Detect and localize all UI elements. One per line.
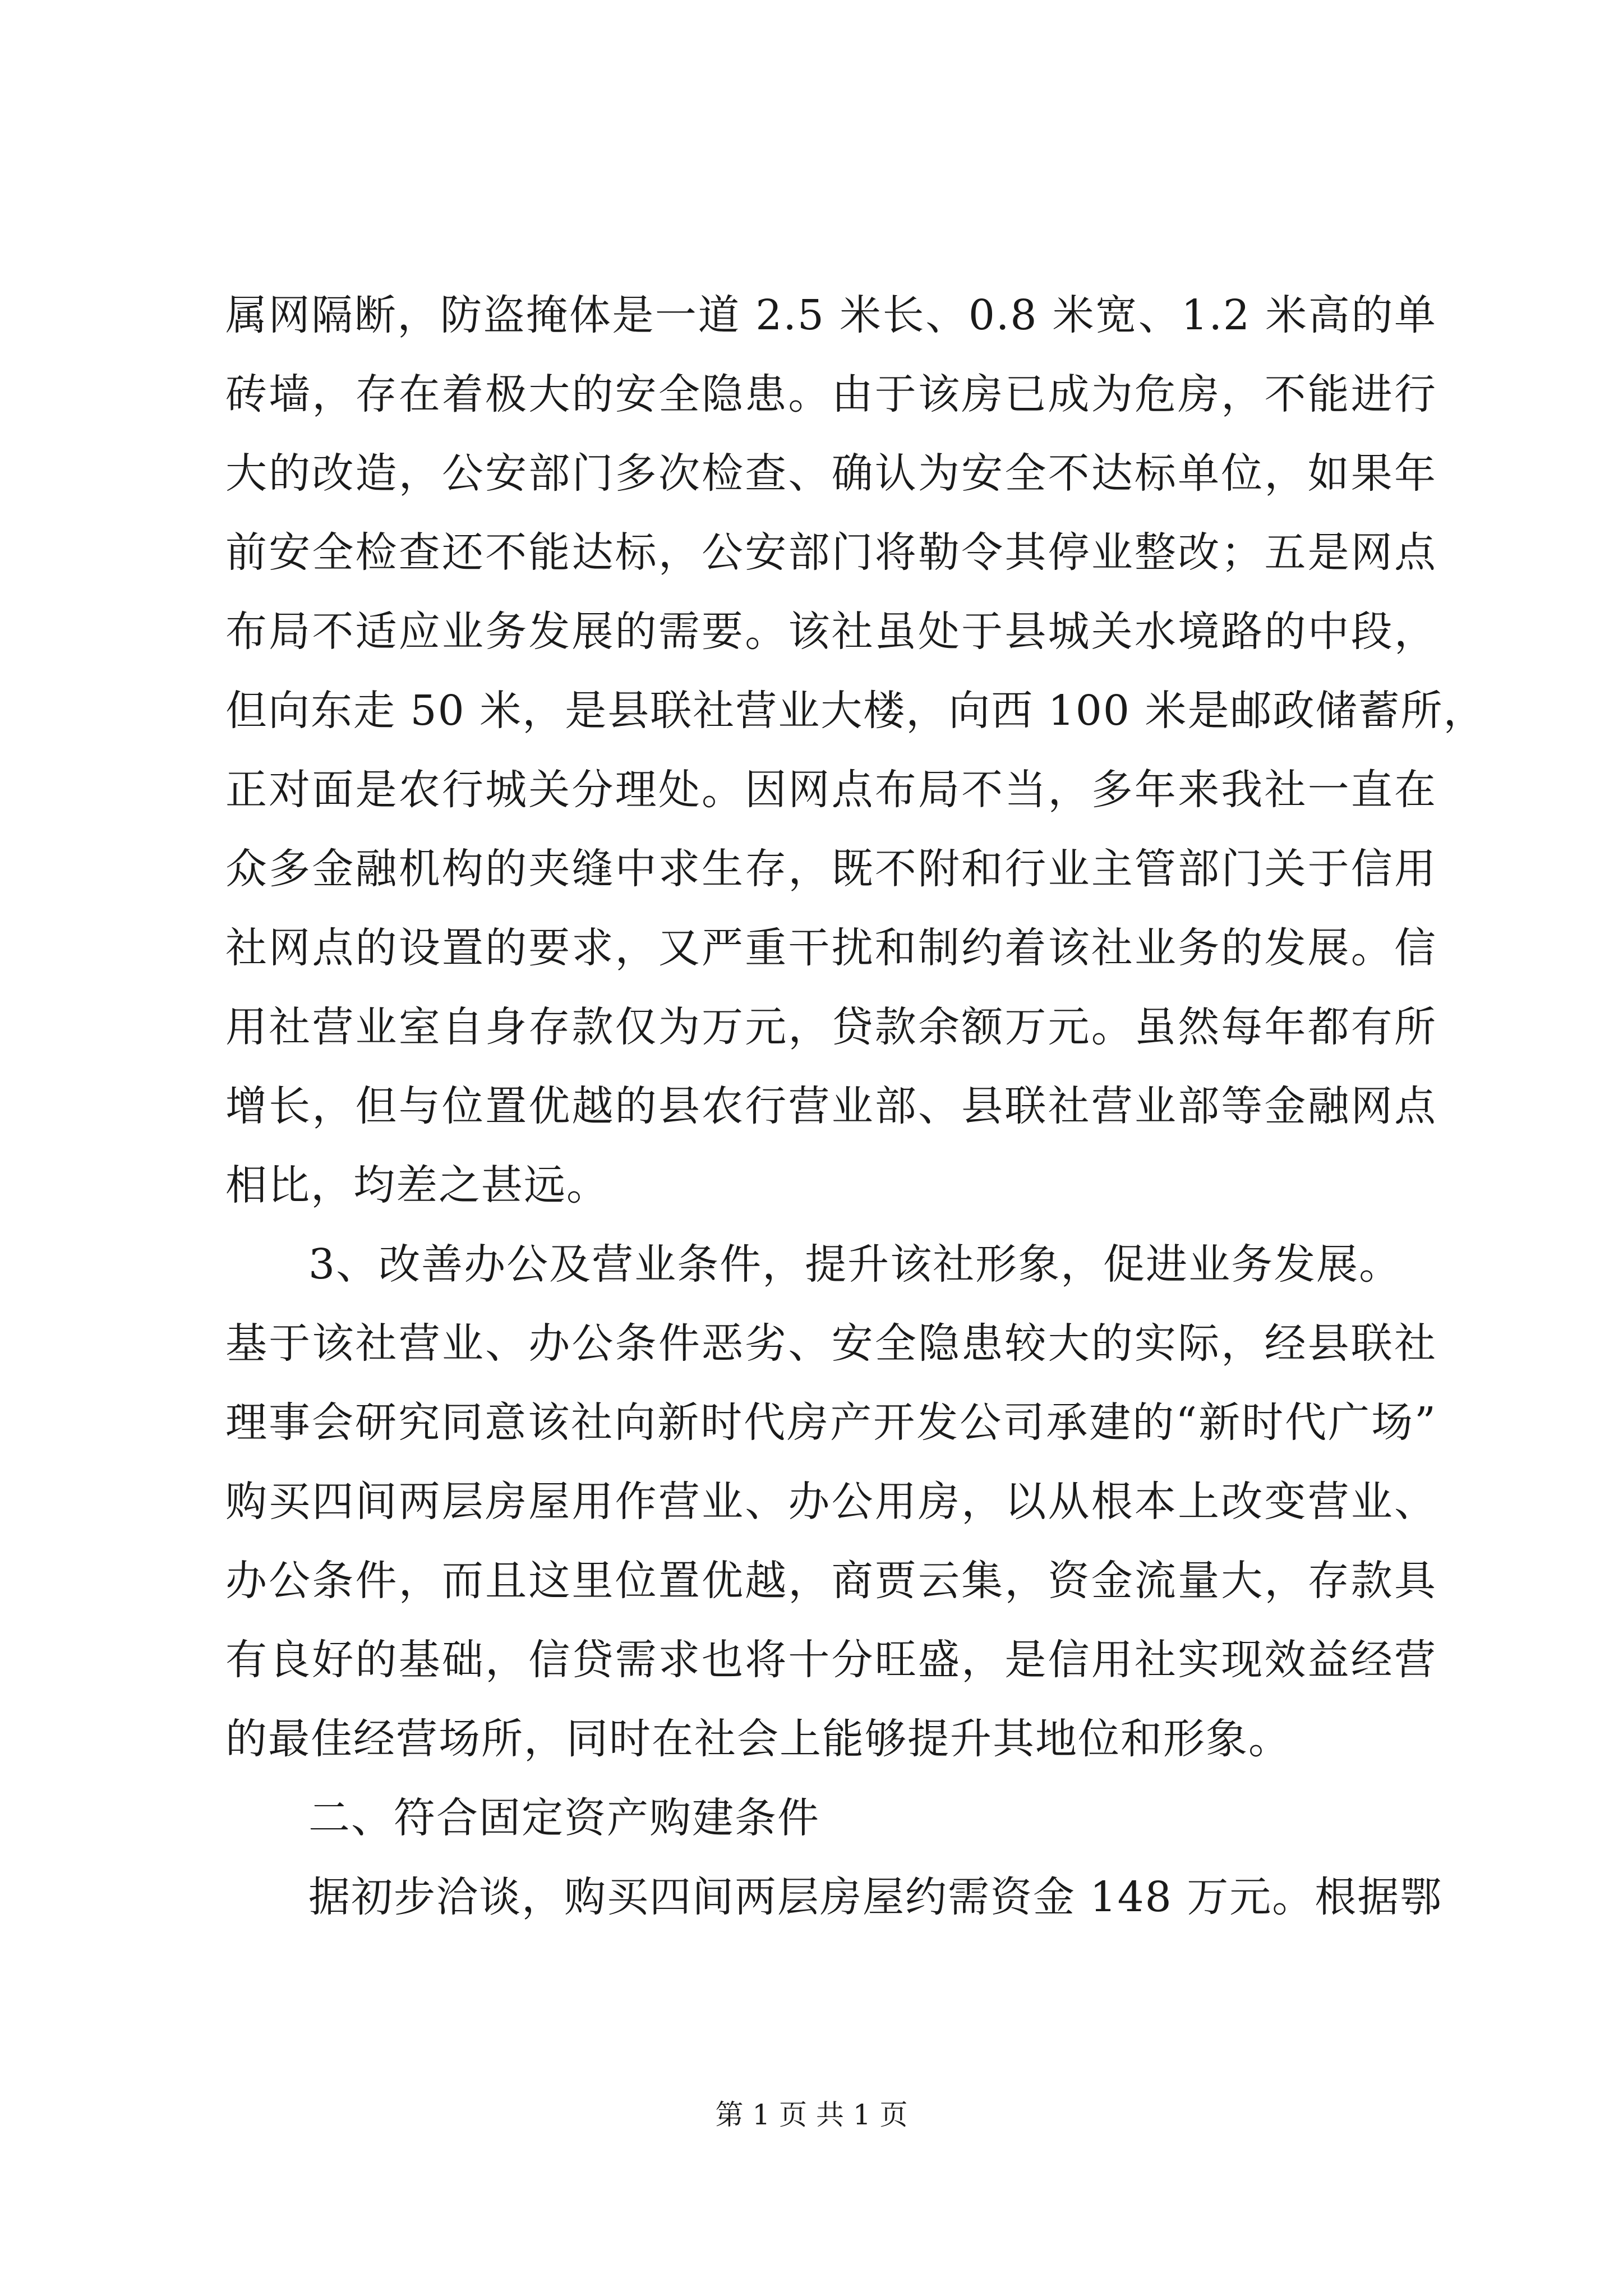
text-line: 购买四间两层房屋用作营业、办公用房，以从根本上改变营业、 xyxy=(225,1478,1437,1526)
section-heading: 二、符合固定资产购建条件 xyxy=(308,1794,820,1842)
text-line: 增长，但与位置优越的县农行营业部、县联社营业部等金融网点 xyxy=(225,1082,1437,1130)
text-line: 社网点的设置的要求，又严重干扰和制约着该社业务的发展。信 xyxy=(225,924,1437,972)
text-line: 属网隔断，防盗掩体是一道 2.5 米长、0.8 米宽、1.2 米高的单 xyxy=(225,291,1437,339)
text-line: 布局不适应业务发展的需要。该社虽处于县城关水境路的中段， xyxy=(225,608,1437,656)
text-line: 大的改造，公安部门多次检查、确认为安全不达标单位，如果年 xyxy=(225,449,1437,498)
text-line: 前安全检查还不能达标，公安部门将勒令其停业整改；五是网点 xyxy=(225,528,1437,577)
text-line: 众多金融机构的夹缝中求生存，既不附和行业主管部门关于信用 xyxy=(225,845,1437,893)
text-line: 砖墙，存在着极大的安全隐患。由于该房已成为危房，不能进行 xyxy=(225,370,1437,418)
page-footer: 第 1 页 共 1 页 xyxy=(715,2099,908,2131)
section-heading: 3、改善办公及营业条件，提升该社形象，促进业务发展。 xyxy=(308,1240,1402,1289)
text-line: 的最佳经营场所，同时在社会上能够提升其地位和形象。 xyxy=(225,1715,1291,1763)
text-line: 据初步洽谈，购买四间两层房屋约需资金 148 万元。根据鄂 xyxy=(308,1873,1443,1921)
text-line: 办公条件，而且这里位置优越，商贾云集，资金流量大，存款具 xyxy=(225,1557,1437,1605)
text-line: 相比，均差之甚远。 xyxy=(225,1161,609,1209)
text-line: 正对面是农行城关分理处。因网点布局不当，多年来我社一直在 xyxy=(225,766,1437,814)
text-line: 理事会研究同意该社向新时代房产开发公司承建的“新时代广场” xyxy=(225,1398,1437,1447)
text-line: 有良好的基础，信贷需求也将十分旺盛，是信用社实现效益经营 xyxy=(225,1636,1437,1684)
text-line: 用社营业室自身存款仅为万元，贷款余额万元。虽然每年都有所 xyxy=(225,1003,1437,1051)
text-line: 但向东走 50 米，是县联社营业大楼，向西 100 米是邮政储蓄所， xyxy=(225,687,1486,735)
document-body xyxy=(225,276,1486,1937)
text-line: 基于该社营业、办公条件恶劣、安全隐患较大的实际，经县联社 xyxy=(225,1319,1437,1368)
